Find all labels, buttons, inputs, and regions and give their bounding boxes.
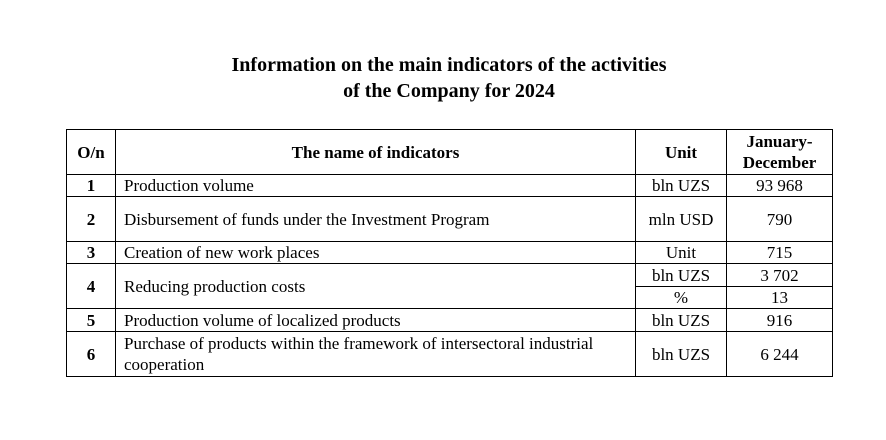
row-name: Production volume of localized products [116,309,636,332]
row-unit: bln UZS [636,264,727,287]
row-name: Creation of new work places [116,242,636,264]
row-name: Production volume [116,175,636,197]
row-value: 790 [727,197,833,242]
row-number: 3 [67,242,116,264]
indicators-table [66,129,833,377]
row-number: 2 [67,197,116,242]
row-unit-secondary: % [636,287,727,309]
header-unit: Unit [636,130,727,175]
row-number: 1 [67,175,116,197]
row-name: Purchase of products within the framework of intersectoral industrial cooperation [116,332,636,377]
row-name: Reducing production costs [116,264,636,309]
row-unit: bln UZS [636,175,727,197]
table-row [67,332,833,377]
document-title [0,52,886,104]
row-value: 916 [727,309,833,332]
row-unit: Unit [636,242,727,264]
table-row [67,175,833,197]
row-name: Disbursement of funds under the Investment Program [116,197,636,242]
table-header-row [67,130,833,175]
row-unit: bln UZS [636,332,727,377]
row-value-secondary: 13 [727,287,833,309]
table-row [67,197,833,242]
row-value: 6 244 [727,332,833,377]
row-unit: bln UZS [636,309,727,332]
header-name: The name of indicators [116,130,636,175]
header-number: O/n [67,130,116,175]
title-line-1: Information on the main indicators of the activities [231,54,667,76]
row-unit: mln USD [636,197,727,242]
header-period: January-December [727,130,833,175]
row-value: 93 968 [727,175,833,197]
table-row [67,309,833,332]
row-number: 6 [67,332,116,377]
row-number: 5 [67,309,116,332]
table-row [67,242,833,264]
row-number: 4 [67,264,116,309]
title-line-2: of the Company for 2024 [343,80,555,102]
row-value: 3 702 [727,264,833,287]
table-row [67,264,833,287]
row-value: 715 [727,242,833,264]
